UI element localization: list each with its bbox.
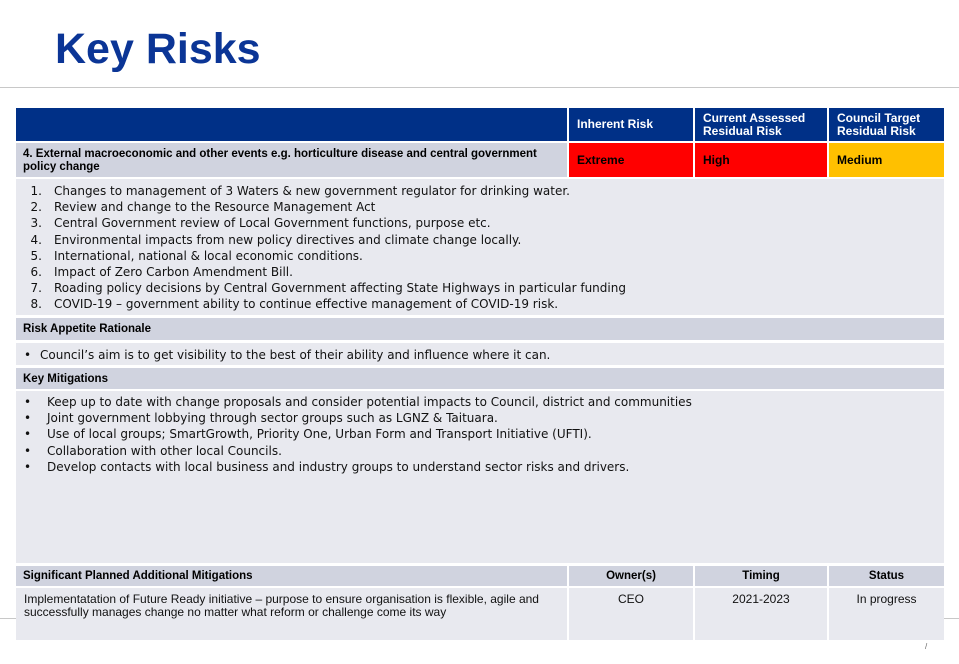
risk-title: 4. External macroeconomic and other events e.g. horticulture disease and central government policy change (23, 148, 537, 173)
list-item: • Develop contacts with local business and industry groups to understand sector risks and drivers. (24, 459, 630, 474)
current-risk-value: High (703, 153, 730, 167)
target-risk-value: Medium (837, 153, 883, 167)
key-mitigations-heading: Key Mitigations (23, 373, 108, 385)
page-number: / (925, 642, 928, 651)
list-item: 7. Roading policy decisions by Central Government affecting State Highways in particular funding (30, 281, 626, 296)
bullet-icon: • (24, 459, 32, 474)
list-item: • Joint government lobbying through sector groups such as LGNZ & Taituara. (24, 411, 498, 426)
key-mitigations-list (24, 394, 944, 475)
timing-header-cell (695, 566, 827, 586)
current-risk-rating (695, 143, 827, 177)
risk-appetite-heading-cell (16, 318, 944, 340)
header-risk-cell (16, 108, 567, 141)
list-item: 4. Environmental impacts from new policy directives and climate change locally. (30, 232, 522, 247)
list-item: • Collaboration with other local Councils. (24, 443, 282, 458)
status-header: Status (868, 570, 905, 582)
risk-causes-cell (16, 179, 944, 315)
timing-header: Timing (742, 570, 780, 582)
key-mitigations-heading-cell (16, 368, 944, 389)
list-item: 2. Review and change to the Resource Management Act (30, 200, 376, 215)
key-mitigations-body (16, 391, 944, 563)
header-current-label: Current Assessed Residual Risk (703, 110, 806, 138)
bullet-icon: • (24, 427, 32, 442)
list-item: 8. COVID-19 – government ability to continue effective management of COVID-19 risk. (30, 297, 559, 312)
footer-divider-right (944, 618, 959, 619)
bullet-icon: • (24, 348, 32, 362)
list-item: • Use of local groups; SmartGrowth, Priority One, Urban Form and Transport Initiative (UFTI). (24, 427, 592, 442)
inherent-risk-rating (569, 143, 693, 177)
footer-divider-left (0, 618, 16, 619)
planned-owner: CEO (617, 592, 644, 606)
page-title: Key Risks (55, 25, 261, 73)
bullet-icon: • (24, 443, 32, 458)
risk-appetite-body (16, 343, 944, 365)
header-current-residual-risk (695, 108, 827, 141)
status-header-cell (829, 566, 944, 586)
planned-timing: 2021-2023 (732, 592, 790, 606)
owner-header: Owner(s) (606, 570, 656, 582)
planned-action-text: Implementatation of Future Ready initiative – purpose to ensure organisation is flexible, agile and successfully manages change no matter what reform or challenge come its way (24, 592, 539, 619)
risk-title-cell (16, 143, 567, 177)
title-divider (0, 87, 959, 88)
target-risk-rating (829, 143, 944, 177)
planned-mitigations-heading-cell (16, 566, 567, 586)
bullet-icon: • (24, 411, 32, 426)
planned-owner-cell (569, 588, 693, 640)
risk-appetite-heading: Risk Appetite Rationale (23, 323, 152, 335)
list-item: 6. Impact of Zero Carbon Amendment Bill. (30, 265, 293, 280)
header-inherent-label: Inherent Risk (577, 117, 654, 131)
list-item: 3. Central Government review of Local Government functions, purpose etc. (30, 216, 491, 231)
bullet-icon: • (24, 395, 32, 409)
header-target-label: Council Target Residual Risk (837, 110, 921, 138)
planned-mitigations-heading: Significant Planned Additional Mitigations (23, 570, 253, 582)
list-item: • Keep up to date with change proposals and consider potential impacts to Council, district and communities (24, 395, 692, 409)
risk-causes-list (24, 183, 944, 313)
inherent-risk-value: Extreme (577, 153, 625, 167)
header-target-residual-risk (829, 108, 944, 141)
list-item: • Council’s aim is to get visibility to the best of their ability and influence where it can. (24, 348, 551, 362)
planned-timing-cell (695, 588, 827, 640)
list-item: 1. Changes to management of 3 Waters & new government regulator for drinking water. (30, 184, 570, 198)
list-item: 5. International, national & local economic conditions. (30, 248, 363, 263)
planned-status: In progress (856, 592, 917, 606)
planned-action-cell (16, 588, 567, 640)
owner-header-cell (569, 566, 693, 586)
risk-appetite-list (24, 347, 944, 363)
planned-status-cell (829, 588, 944, 640)
header-inherent-risk (569, 108, 693, 141)
